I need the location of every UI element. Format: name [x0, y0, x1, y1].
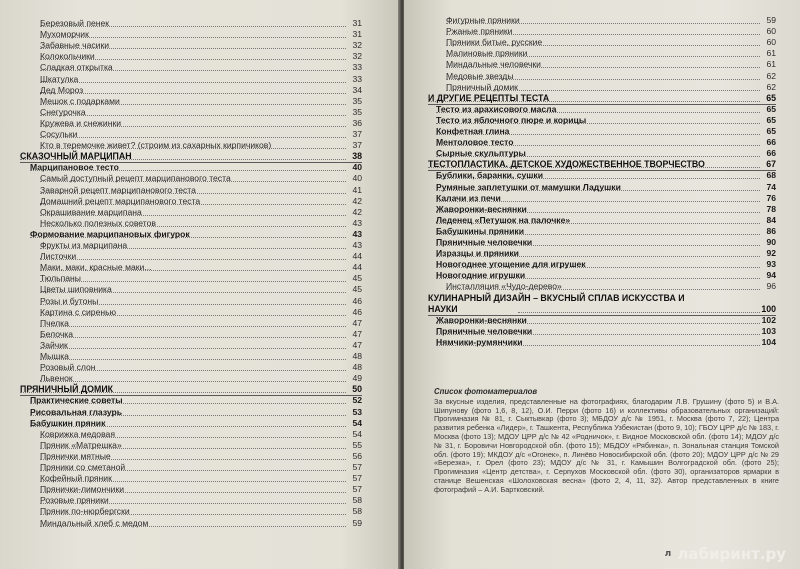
toc-page-number: 46	[352, 295, 362, 306]
toc-entry-title: Формование марципановых фигурок	[30, 228, 190, 239]
toc-page-number: 54	[352, 417, 362, 428]
toc-entry-title: Конфетная глина	[436, 126, 510, 136]
toc-entry	[40, 451, 362, 462]
toc-entry-title: Снегурочка	[40, 106, 86, 117]
toc-page-number: 104	[761, 336, 776, 347]
toc-entry-title: Миндальные человечки	[446, 59, 541, 70]
toc-entry	[436, 170, 776, 181]
toc-page-number: 66	[766, 137, 776, 148]
toc-entry-title: Пчелка	[40, 317, 69, 328]
toc-entry-title: Шкатулка	[40, 73, 79, 84]
toc-entry	[436, 315, 776, 326]
toc-entry	[446, 37, 776, 48]
toc-leader-dots	[40, 337, 346, 338]
toc-entry	[40, 518, 362, 529]
toc-entry-title: Пряники битые, русские	[446, 37, 543, 48]
toc-entry-title: Новогодние игрушки	[436, 270, 526, 281]
toc-entry	[40, 296, 362, 307]
toc-entry	[446, 281, 776, 292]
toc-entry	[40, 318, 362, 329]
toc-entry-title: Рисовальная глазурь	[30, 406, 123, 417]
toc-page-number: 40	[352, 162, 362, 173]
toc-page-number: 56	[352, 450, 362, 461]
toc-entry-title: Розовый слон	[40, 362, 96, 373]
toc-page-number: 74	[766, 181, 776, 192]
toc-entry-title: ПРЯНИЧНЫЙ ДОМИК	[20, 384, 114, 395]
toc-entry	[40, 506, 362, 517]
toc-entry-title: Дед Мороз	[40, 84, 84, 95]
toc-page-number: 57	[352, 484, 362, 495]
toc-page-number: 50	[352, 384, 362, 395]
toc-page-number: 31	[352, 18, 362, 28]
toc-entry	[436, 337, 776, 348]
toc-entry	[40, 362, 362, 373]
toc-entry-title: Прянички-лимончики	[40, 484, 125, 495]
toc-entry-title: Марципановое тесто	[30, 162, 119, 173]
toc-leader-dots	[40, 359, 346, 360]
toc-page-number: 68	[766, 170, 776, 181]
toc-entry-title: Розы и бутоны	[40, 295, 99, 306]
toc-page-number: 32	[352, 51, 362, 62]
toc-entry	[40, 351, 362, 362]
toc-entry-title: И ДРУГИЕ РЕЦЕПТЫ ТЕСТА	[428, 92, 550, 103]
toc-entry	[40, 495, 362, 506]
toc-entry	[446, 15, 776, 26]
toc-entry	[40, 18, 362, 29]
toc-page-number: 31	[352, 29, 362, 40]
toc-entry-title: Бабушкины пряники	[436, 225, 524, 236]
toc-entry-title: Бабушкин пряник	[30, 417, 106, 428]
toc-entry-title: Цветы шиповника	[40, 284, 112, 295]
toc-entry	[40, 440, 362, 451]
toc-entry-title: Фрукты из марципана	[40, 240, 128, 250]
toc-entry	[40, 107, 362, 118]
toc-entry-title: Кофейный пряник	[40, 473, 112, 484]
toc-page-number: 65	[766, 114, 776, 125]
toc-page-number: 65	[766, 103, 776, 114]
toc-leader-dots	[40, 82, 346, 83]
toc-entry	[40, 484, 362, 495]
toc-page-number: 66	[766, 148, 776, 159]
toc-entry-title: Сладкая открытка	[40, 62, 113, 73]
toc-entry-title: Сосульки	[40, 129, 78, 139]
toc-page-number: 48	[352, 351, 362, 361]
toc-entry	[40, 207, 362, 218]
toc-entry-title: Калачи из печи	[436, 192, 501, 203]
toc-page-number: 32	[352, 40, 362, 51]
toc-entry-title: Прянички мятные	[40, 450, 111, 461]
toc-entry-title: Листочки	[40, 251, 77, 262]
toc-entry	[428, 159, 776, 170]
toc-entry-title: Розовые пряники	[40, 495, 109, 506]
toc-entry-title: Березовый пенек	[40, 18, 110, 28]
photo-credits	[434, 388, 779, 495]
toc-entry-title: Самый доступный рецепт марципанового теста	[40, 173, 231, 184]
toc-page-number: 47	[352, 339, 362, 350]
toc-page-number: 43	[352, 217, 362, 228]
toc-page-number: 46	[352, 306, 362, 317]
toc-entry-title: Забавные часики	[40, 40, 110, 51]
toc-leader-dots	[40, 326, 346, 327]
toc-entry	[40, 273, 362, 284]
toc-entry	[446, 82, 776, 93]
toc-page-number: 49	[352, 373, 362, 384]
toc-page-number: 34	[352, 84, 362, 95]
toc-entry	[446, 71, 776, 82]
toc-entry	[436, 182, 776, 193]
toc-page-number: 59	[766, 15, 776, 25]
toc-entry-title: Ржаные пряники	[446, 26, 513, 37]
toc-entry	[40, 473, 362, 484]
toc-page-number: 94	[766, 270, 776, 281]
toc-entry	[436, 326, 776, 337]
toc-entry-title: Несколько полезных советов	[40, 217, 156, 228]
toc-leader-dots	[40, 348, 346, 349]
toc-entry	[436, 215, 776, 226]
toc-entry-title: Фигурные пряники	[446, 15, 520, 25]
toc-page-number: 84	[766, 214, 776, 225]
toc-entry	[40, 40, 362, 51]
labirint-logo-icon: л	[661, 548, 674, 561]
toc-entry	[40, 196, 362, 207]
toc-entry	[40, 173, 362, 184]
toc-entry-title: Мышка	[40, 351, 69, 361]
toc-page-number: 47	[352, 317, 362, 328]
toc-entry-title: Пряник по-нюрбергски	[40, 506, 130, 517]
toc-page-number: 47	[352, 328, 362, 339]
toc-entry-title: Ментоловое тесто	[436, 137, 514, 148]
toc-entry-title: Пряничные человечки	[436, 237, 533, 247]
watermark	[661, 545, 786, 563]
toc-entry	[436, 137, 776, 148]
toc-page-number: 54	[352, 428, 362, 439]
toc-page-number: 57	[352, 462, 362, 472]
toc-page-number: 67	[766, 159, 776, 170]
toc-leader-dots	[40, 259, 346, 260]
toc-entry-title: Инсталляция «Чудо-дерево»	[446, 281, 562, 292]
toc-page-number: 37	[352, 129, 362, 139]
toc-entry-title: Окрашивание марципана	[40, 206, 142, 217]
toc-page-number: 100	[761, 303, 776, 314]
toc-entry	[40, 429, 362, 440]
toc-page-number: 38	[352, 151, 362, 162]
toc-page-number: 60	[766, 26, 776, 37]
toc-entry-title: Румяные заплетушки от мамушки Ладушки	[436, 181, 621, 192]
toc-entry-title: ТЕСТОПЛАСТИКА. ДЕТСКОЕ ХУДОЖЕСТВЕННОЕ ТВОРЧЕСТВО	[428, 159, 705, 170]
toc-entry	[428, 93, 776, 104]
toc-entry	[436, 237, 776, 248]
toc-entry	[436, 104, 776, 115]
toc-entry	[40, 307, 362, 318]
watermark-text: лабиринт.ру	[677, 545, 786, 563]
toc-leader-dots	[40, 93, 346, 94]
toc-entry	[40, 262, 362, 273]
toc-entry-title: Тесто из арахисового масла	[436, 103, 557, 114]
toc-entry	[30, 395, 362, 406]
toc-page-number: 86	[766, 225, 776, 236]
toc-entry	[446, 26, 776, 37]
toc-entry	[40, 373, 362, 384]
toc-page-number: 92	[766, 248, 776, 259]
toc-page-number: 40	[352, 173, 362, 184]
toc-page-number: 42	[352, 206, 362, 217]
toc-entry-title: Кто в теремочке живет? (строим из сахарных кирпичиков)	[40, 140, 272, 151]
toc-entry-title: Пряник «Матрешка»	[40, 439, 122, 450]
toc-page-number: 65	[766, 126, 776, 136]
toc-entry-title: Сырные скульптуры	[436, 148, 526, 159]
toc-leader-dots	[40, 281, 346, 282]
toc-entry-title: Маки, маки, красные маки...	[40, 262, 152, 273]
toc-entry-title: Пряники со сметаной	[40, 462, 126, 472]
toc-entry	[436, 148, 776, 159]
toc-entry-title: Миндальный хлеб с медом	[40, 517, 149, 528]
toc-entry	[40, 185, 362, 196]
toc-entry	[446, 59, 776, 70]
toc-entry	[20, 384, 362, 395]
toc-entry	[40, 340, 362, 351]
toc-page-number: 45	[352, 273, 362, 284]
toc-entry-title: Пряничные человечки	[436, 325, 533, 336]
toc-entry	[40, 85, 362, 96]
toc-entry	[40, 129, 362, 140]
toc-entry	[436, 126, 776, 137]
right-page	[404, 0, 800, 569]
toc-page-number: 103	[761, 325, 776, 336]
toc-entry-title: Новогоднее угощение для игрушек	[436, 259, 586, 270]
toc-entry	[40, 140, 362, 151]
toc-page-number: 43	[352, 240, 362, 250]
toc-leader-dots	[40, 381, 346, 382]
toc-entry	[436, 204, 776, 215]
toc-page-number: 60	[766, 37, 776, 48]
toc-entry	[40, 51, 362, 62]
toc-page-number: 42	[352, 195, 362, 206]
toc-entry-title: Тюльпаны	[40, 273, 81, 284]
toc-entry-title: Домашний рецепт марципанового теста	[40, 195, 201, 206]
toc-entry-title: Тесто из яблочного пюре и корицы	[436, 114, 587, 125]
toc-page-number: 33	[352, 73, 362, 84]
toc-entry-title: КУЛИНАРНЫЙ ДИЗАЙН – ВКУСНЫЙ СПЛАВ ИСКУССТВА И НАУКИ	[428, 292, 685, 314]
toc-entry	[40, 284, 362, 295]
toc-page-number: 96	[766, 281, 776, 292]
toc-entry	[30, 407, 362, 418]
toc-page-number: 43	[352, 228, 362, 239]
toc-page-number: 36	[352, 117, 362, 128]
toc-entry	[40, 74, 362, 85]
toc-page-number: 44	[352, 251, 362, 262]
toc-page-number: 93	[766, 259, 776, 270]
toc-page-number: 78	[766, 203, 776, 214]
toc-entry-title: Мешок с подарками	[40, 95, 120, 106]
toc-entry-title: Коврижка медовая	[40, 428, 115, 439]
toc-entry	[30, 418, 362, 429]
toc-page-number: 59	[352, 517, 362, 528]
toc-page-number: 33	[352, 62, 362, 73]
toc-entry-title: Кружева и снежинки	[40, 117, 122, 128]
photo-credits-body: За вкусные изделия, представленные на фотографиях, благодарим Л.В. Грушину (фото 5) и В.А. Шипунову (фото 1,6, 8, 12), О.И. Перри (фото 16) и коллективы образовательных организаций: Прогимназия № 81, г. Сыктывкар (фото 3); МБДОУ д/с № 1951, г. Москва (фото 7, 22); Центра развития ребенка «Лидер», г. Ташкента, Республика Узбекистан (фото 9, 10); ГБОУ ЦРР д/с № 183, г. Москва (фото 13); МДОУ ЦРР д/с № 42 «Родничок», г. Видное Московской обл. (фото 14); МДОУ д/с № 31, г. Боровичи Новгородской обл. (фото 15); МБДОУ «Рябинка», п. Зональная станция Томской обл. (фото 19); МКДОУ д/с «Огонек», п. Линёво Новосибирской обл. (фото 20); МДОУ ЦРР д/с № 29 «Березка», г. Орел (фото 23); МДОУ д/с № 31, г. Камышин Волгоградской обл. (фото 25); Прогимназия «Центр детства», г. Серпухов Московской обл. (фото 30), организаторов ярмарки в станице Вешенская «Шолоховская весна» (фото 2, 4, 11, 32). Автор представленных в книге фотографий – А.И. Бартковский.	[434, 396, 779, 494]
photo-credits-title: Список фотоматериалов	[434, 387, 538, 396]
toc-page-number: 55	[352, 439, 362, 450]
toc-page-number: 41	[352, 184, 362, 195]
toc-entry	[20, 151, 362, 162]
toc-entry-title: Львенок	[40, 373, 73, 384]
toc-page-number: 62	[766, 70, 776, 81]
toc-entry-title: СКАЗОЧНЫЙ МАРЦИПАН	[20, 151, 132, 162]
toc-entry-title: Изразцы и пряники	[436, 248, 519, 259]
toc-page-number: 58	[352, 495, 362, 506]
toc-page-number: 35	[352, 95, 362, 106]
toc-page-number: 53	[352, 406, 362, 417]
toc-page-number: 57	[352, 473, 362, 484]
toc-entry-title: Медовые звезды	[446, 70, 514, 81]
toc-entry	[40, 96, 362, 107]
toc-entry	[40, 462, 362, 473]
toc-entry	[40, 118, 362, 129]
toc-entry-title: Бублики, баранки, сушки	[436, 170, 544, 181]
toc-page-number: 61	[766, 59, 776, 70]
toc-entry	[436, 226, 776, 237]
toc-entry	[436, 193, 776, 204]
toc-page-number: 62	[766, 81, 776, 92]
toc-entry	[40, 251, 362, 262]
toc-entry-title: Зайчик	[40, 339, 68, 350]
toc-entry-title: Картина с сиренью	[40, 306, 117, 317]
toc-leader-dots	[40, 137, 346, 138]
toc-entry-title: Мухоморчик	[40, 29, 89, 40]
toc-entry	[436, 248, 776, 259]
toc-entry	[30, 229, 362, 240]
toc-entry-title: Белочка	[40, 328, 74, 339]
toc-entry-title: Колокольчики	[40, 51, 95, 62]
toc-page-number: 61	[766, 48, 776, 59]
toc-entry	[40, 240, 362, 251]
toc-entry-title: Заварной рецепт марципанового теста	[40, 184, 196, 195]
toc-entry	[436, 270, 776, 281]
toc-page-number: 65	[766, 92, 776, 103]
toc-page-number: 48	[352, 362, 362, 373]
toc-page-number: 35	[352, 106, 362, 117]
toc-page-number: 76	[766, 192, 776, 203]
toc-entry-title: Жаворонки-веснянки	[436, 203, 527, 214]
toc-entry	[40, 218, 362, 229]
toc-entry-title: Жаворонки-веснянки	[436, 314, 527, 325]
toc-entry	[40, 329, 362, 340]
toc-entry-title: Практические советы	[30, 395, 123, 406]
toc-page-number: 90	[766, 237, 776, 247]
toc-entry	[40, 29, 362, 40]
toc-entry-title: Пряничный домик	[446, 81, 518, 92]
toc-page-number: 58	[352, 506, 362, 517]
toc-entry	[436, 259, 776, 270]
toc-entry	[446, 48, 776, 59]
toc-entry	[428, 293, 776, 315]
toc-page-number: 44	[352, 262, 362, 273]
toc-page-number: 52	[352, 395, 362, 406]
toc-page-number: 102	[761, 314, 776, 325]
toc-entry-title: Леденец «Петушок на палочке»	[436, 214, 571, 225]
toc-entry	[30, 162, 362, 173]
toc-entry-title: Нямчики-румянчики	[436, 336, 523, 347]
toc-page-number: 45	[352, 284, 362, 295]
toc-page-number: 37	[352, 140, 362, 151]
toc-entry	[40, 62, 362, 73]
toc-entry	[436, 115, 776, 126]
toc-entry-title: Малиновые пряники	[446, 48, 528, 59]
